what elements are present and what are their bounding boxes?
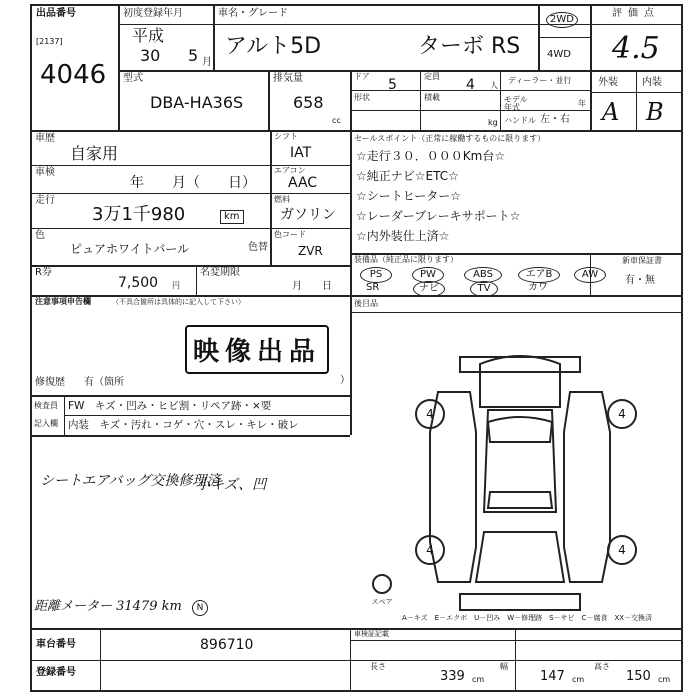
model-year-label: モデル年式 [504, 95, 528, 112]
equip-airbag: エアB [518, 267, 560, 283]
interior-label: 内装 [642, 77, 662, 88]
sales-point: ☆走行３０．０００Km台☆ [356, 149, 506, 163]
damage-legend: A－キズ E－エクボ U－凹み W－修理跡 S－サビ C－腐食 XX－交換済 [402, 614, 653, 622]
lot-sub-code: [2137] [36, 37, 63, 46]
capacity-label: 定員 [424, 72, 440, 81]
color-code-label: 色コード [274, 230, 306, 239]
dealer-label: ディーラー・並行 [508, 76, 572, 85]
car-roof [484, 410, 556, 512]
reg-month: 5 [188, 46, 199, 65]
equip-ps: PS [360, 267, 392, 283]
handle-label: ハンドル [504, 116, 536, 125]
fuel-label: 燃料 [274, 195, 290, 204]
handwritten-note-2: 小キズ、凹 [196, 477, 267, 493]
handwritten-note-3: 距離メーター 31479 km [34, 599, 182, 614]
sales-point: ☆内外装仕上済☆ [356, 229, 450, 243]
new-manual: 有・無 [625, 275, 655, 286]
reg-year: 30 [140, 46, 161, 65]
car-name: アルト5D [225, 34, 322, 59]
displacement-label: 排気量 [273, 73, 303, 84]
score-label: 評価点 [612, 8, 660, 19]
attention-label: 注意事項申告欄 [35, 297, 91, 306]
capacity: 4 [466, 77, 475, 93]
sales-point: ☆純正ナビ☆ETC☆ [356, 169, 459, 183]
equip-abs: ABS [464, 267, 502, 283]
handle: 左・右 [540, 114, 570, 125]
color-change-label: 色替 [248, 242, 268, 253]
equip-pw: PW [412, 267, 444, 283]
width: 147 [540, 669, 565, 684]
fuel: ガソリン [280, 207, 336, 223]
inspection-label: 車検 [35, 167, 55, 178]
history-label: 車歴 [35, 133, 55, 144]
shift: IAT [290, 145, 312, 161]
car-right-side [564, 392, 610, 582]
recycle-label: R券 [35, 267, 52, 278]
lot-label: 出品番号 [36, 8, 76, 19]
first-reg-label: 初度登録年月 [123, 8, 183, 19]
km-unit: km [220, 210, 244, 224]
video-stamp [185, 325, 329, 374]
rear-bumper [460, 594, 580, 610]
repair-label: 修復歴 [35, 377, 65, 388]
attention-sub: （不具合箇所は具体的に記入して下さい） [112, 298, 245, 306]
tire-mark-fr: 4 [618, 407, 626, 421]
evaluation-score: 4.5 [612, 31, 660, 66]
front-bumper [460, 357, 580, 372]
video-stamp-text: 映像出品 [193, 337, 322, 367]
height-unit: cm [658, 675, 671, 684]
handwritten-circle-note: N [192, 600, 208, 616]
name-change: 月 日 [292, 281, 332, 292]
check-interior: 内装 キズ・汚れ・コゲ・穴・スレ・キレ・破レ [68, 419, 299, 431]
recycle-fee: 7,500 [118, 275, 159, 291]
model-code: DBA-HA36S [150, 93, 244, 112]
car-left-side [430, 392, 476, 582]
width-unit: cm [572, 675, 585, 684]
drive-2wd: 2WD [546, 12, 578, 28]
car-name-label: 車名・グレード [218, 8, 288, 19]
sales-points-list [356, 150, 586, 250]
car-rear-window [488, 492, 552, 508]
spare-label: スペア [371, 598, 393, 606]
chassis-number: 896710 [200, 637, 254, 653]
tire-mark-rl: 4 [426, 543, 434, 557]
equip-sr: SR [366, 282, 380, 293]
era: 平成 [132, 26, 165, 45]
exterior-grade: A [602, 98, 620, 126]
car-bottom-outline [476, 532, 564, 582]
lot-number: 4046 [40, 60, 107, 90]
shape-label: 形状 [354, 93, 370, 102]
inspection: 年 月（ 日） [130, 175, 256, 191]
capacity-unit: 人 [490, 81, 498, 90]
shaken-label: 車検証記載 [354, 630, 389, 638]
name-change-label: 名変期限 [200, 267, 240, 278]
ac-label: エアコン [274, 166, 306, 175]
model-label: 型式 [123, 73, 143, 84]
exterior-label: 外装 [598, 77, 618, 88]
doors-label: ドア [354, 72, 370, 81]
height: 150 [626, 669, 651, 684]
mileage-label: 走行 [35, 195, 55, 206]
length: 339 [440, 669, 465, 684]
color-label: 色 [35, 230, 45, 241]
extra-items-label: 後目品 [354, 299, 378, 308]
cc-unit: cc [332, 116, 341, 125]
interior-grade: B [646, 98, 664, 126]
car-grade: ターボ RS [418, 34, 521, 59]
shift-label: シフト [274, 132, 298, 141]
history: 自家用 [70, 144, 119, 163]
tire-mark-fl: 4 [426, 407, 434, 421]
car-damage-diagram [360, 312, 680, 628]
height-label: 高さ [594, 662, 610, 671]
width-label: 幅 [500, 662, 508, 671]
length-unit: cm [472, 675, 485, 684]
month-unit: 月 [202, 57, 212, 68]
displacement: 658 [293, 93, 324, 112]
registration-label: 登録番号 [36, 667, 76, 678]
kg-unit: kg [488, 118, 498, 127]
doors: 5 [388, 77, 397, 93]
equip-aw: AW [574, 267, 606, 283]
mileage: 3万1千980 [92, 204, 186, 225]
equipment-label: 装備品（純正品に限ります） [354, 255, 458, 264]
sales-point: ☆レーダーブレーキサポート☆ [356, 209, 521, 223]
repair-close: ） [340, 375, 350, 386]
chassis-label: 車台番号 [36, 639, 76, 650]
drive-4wd: 4WD [547, 49, 571, 60]
length-label: 長さ [370, 662, 386, 671]
repair-history: 有（箇所 [84, 377, 124, 388]
color-name: ピュアホワイトパール [70, 242, 190, 256]
load-label: 積載 [424, 93, 440, 102]
inspector-label: 検査員 [34, 401, 58, 410]
car-windshield [488, 417, 552, 442]
color-code: ZVR [298, 244, 323, 258]
sales-points-label: セールスポイント（正常に稼働するものに限ります） [354, 134, 546, 143]
entry-label: 記入欄 [34, 419, 58, 428]
air-conditioner: AAC [288, 175, 318, 191]
yen-unit: 円 [172, 281, 180, 290]
new-manual-label: 新車保証書 [622, 256, 662, 265]
tire-mark-rr: 4 [618, 543, 626, 557]
sales-point: ☆シートヒーター☆ [356, 189, 462, 203]
equip-leather: カワ [528, 282, 548, 293]
handwritten-note-1: シートエアバッグ交換修理済 [40, 473, 221, 489]
equip-navi: ナビ [413, 281, 445, 297]
year-unit: 年 [578, 99, 586, 108]
check-exterior: FW キズ・凹み・ヒビ割・リペア跡・×要 [68, 400, 272, 412]
spare-wheel [373, 575, 391, 593]
equip-tv: TV [470, 281, 498, 297]
car-top-outline [480, 356, 560, 407]
